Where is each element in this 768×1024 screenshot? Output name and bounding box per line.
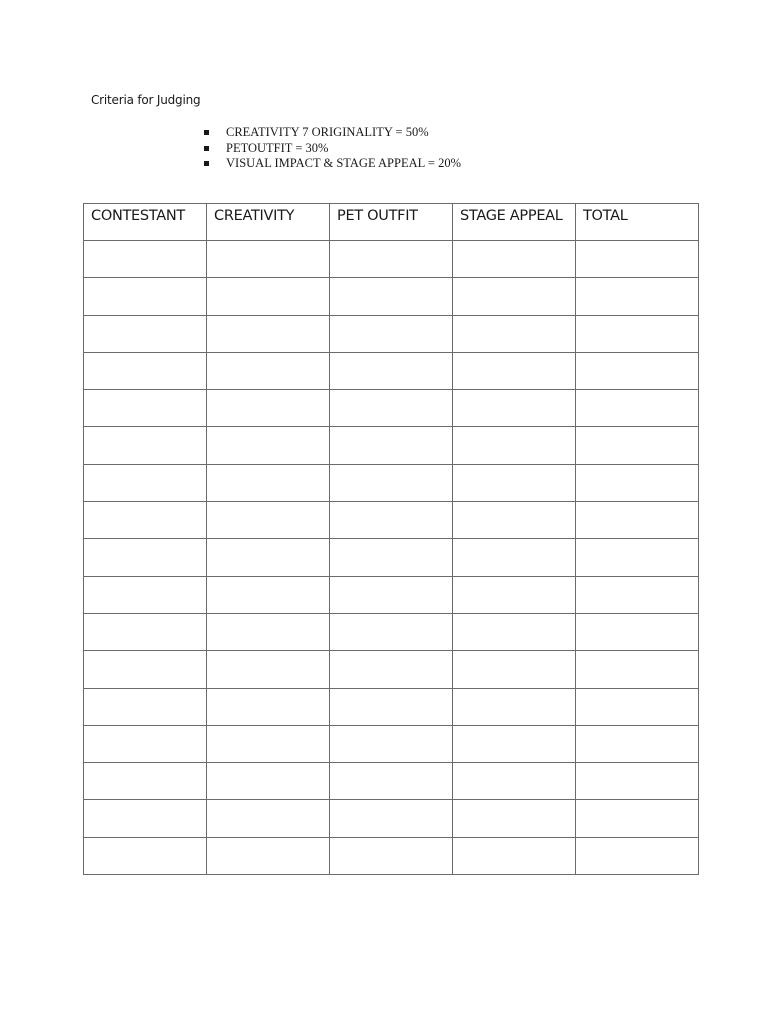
table-cell — [84, 651, 207, 688]
table-row — [84, 502, 699, 539]
table-cell — [453, 352, 576, 389]
table-cell — [330, 613, 453, 650]
table-cell — [576, 315, 699, 352]
table-cell — [84, 352, 207, 389]
table-row — [84, 837, 699, 874]
table-row — [84, 613, 699, 650]
table-row — [84, 651, 699, 688]
table-cell — [207, 763, 330, 800]
table-cell — [576, 688, 699, 725]
table-cell — [84, 539, 207, 576]
table-cell — [330, 241, 453, 278]
table-row — [84, 688, 699, 725]
score-table — [83, 203, 699, 875]
table-cell — [330, 427, 453, 464]
score-table-body — [84, 241, 699, 875]
table-row — [84, 315, 699, 352]
criteria-text: CREATIVITY 7 ORIGINALITY = 50% — [226, 125, 429, 139]
table-cell — [207, 241, 330, 278]
table-cell — [576, 352, 699, 389]
criteria-text: VISUAL IMPACT & STAGE APPEAL = 20% — [226, 156, 462, 170]
square-bullet-icon — [204, 161, 209, 166]
table-cell — [330, 278, 453, 315]
table-cell — [453, 763, 576, 800]
table-cell — [84, 837, 207, 874]
table-row — [84, 576, 699, 613]
criteria-item — [204, 156, 461, 172]
table-cell — [453, 427, 576, 464]
table-cell — [207, 725, 330, 762]
header-pet-outfit: PET OUTFIT — [330, 204, 453, 241]
table-cell — [330, 464, 453, 501]
table-cell — [207, 539, 330, 576]
criteria-list — [204, 125, 461, 172]
table-cell — [330, 390, 453, 427]
table-cell — [84, 725, 207, 762]
header-stage-appeal: STAGE APPEAL — [453, 204, 576, 241]
table-cell — [453, 651, 576, 688]
table-cell — [84, 390, 207, 427]
table-cell — [453, 837, 576, 874]
table-cell — [576, 613, 699, 650]
table-row — [84, 464, 699, 501]
header-creativity: CREATIVITY — [207, 204, 330, 241]
table-cell — [576, 464, 699, 501]
table-cell — [330, 688, 453, 725]
table-cell — [453, 725, 576, 762]
table-cell — [207, 390, 330, 427]
table-cell — [330, 352, 453, 389]
table-cell — [207, 576, 330, 613]
table-cell — [330, 800, 453, 837]
table-cell — [576, 390, 699, 427]
table-cell — [207, 800, 330, 837]
table-cell — [207, 278, 330, 315]
table-cell — [84, 800, 207, 837]
table-cell — [576, 837, 699, 874]
header-total: TOTAL — [576, 204, 699, 241]
table-cell — [330, 763, 453, 800]
table-row — [84, 390, 699, 427]
table-cell — [84, 427, 207, 464]
criteria-item — [204, 125, 461, 141]
table-cell — [453, 241, 576, 278]
table-cell — [576, 800, 699, 837]
table-cell — [576, 576, 699, 613]
table-cell — [576, 539, 699, 576]
table-row — [84, 763, 699, 800]
table-cell — [207, 688, 330, 725]
table-cell — [576, 502, 699, 539]
table-cell — [330, 837, 453, 874]
table-cell — [453, 502, 576, 539]
criteria-text: PETOUTFIT = 30% — [226, 140, 329, 155]
table-cell — [453, 613, 576, 650]
page-title: Criteria for Judging — [91, 93, 201, 107]
square-bullet-icon — [204, 130, 209, 135]
table-cell — [84, 613, 207, 650]
table-cell — [330, 502, 453, 539]
table-row — [84, 427, 699, 464]
table-cell — [576, 651, 699, 688]
table-cell — [207, 427, 330, 464]
table-cell — [207, 837, 330, 874]
table-cell — [576, 763, 699, 800]
table-row — [84, 352, 699, 389]
table-cell — [453, 688, 576, 725]
table-cell — [207, 651, 330, 688]
table-cell — [207, 613, 330, 650]
table-cell — [84, 464, 207, 501]
table-cell — [84, 502, 207, 539]
table-cell — [453, 576, 576, 613]
table-cell — [207, 352, 330, 389]
table-row — [84, 278, 699, 315]
table-cell — [453, 464, 576, 501]
table-cell — [453, 390, 576, 427]
square-bullet-icon — [204, 146, 209, 151]
table-cell — [330, 725, 453, 762]
table-cell — [84, 241, 207, 278]
table-cell — [84, 688, 207, 725]
table-cell — [576, 427, 699, 464]
table-cell — [453, 539, 576, 576]
header-contestant: CONTESTANT — [84, 204, 207, 241]
table-cell — [453, 278, 576, 315]
table-cell — [453, 800, 576, 837]
table-header-row — [84, 204, 699, 241]
criteria-item — [204, 141, 461, 157]
table-cell — [84, 576, 207, 613]
table-cell — [453, 315, 576, 352]
table-cell — [84, 763, 207, 800]
table-cell — [330, 651, 453, 688]
table-cell — [84, 315, 207, 352]
table-cell — [84, 278, 207, 315]
table-row — [84, 539, 699, 576]
table-cell — [207, 502, 330, 539]
table-cell — [330, 576, 453, 613]
table-row — [84, 800, 699, 837]
table-row — [84, 241, 699, 278]
table-row — [84, 725, 699, 762]
table-cell — [576, 241, 699, 278]
table-cell — [576, 725, 699, 762]
table-cell — [330, 539, 453, 576]
table-cell — [207, 315, 330, 352]
table-cell — [330, 315, 453, 352]
table-cell — [207, 464, 330, 501]
table-cell — [576, 278, 699, 315]
